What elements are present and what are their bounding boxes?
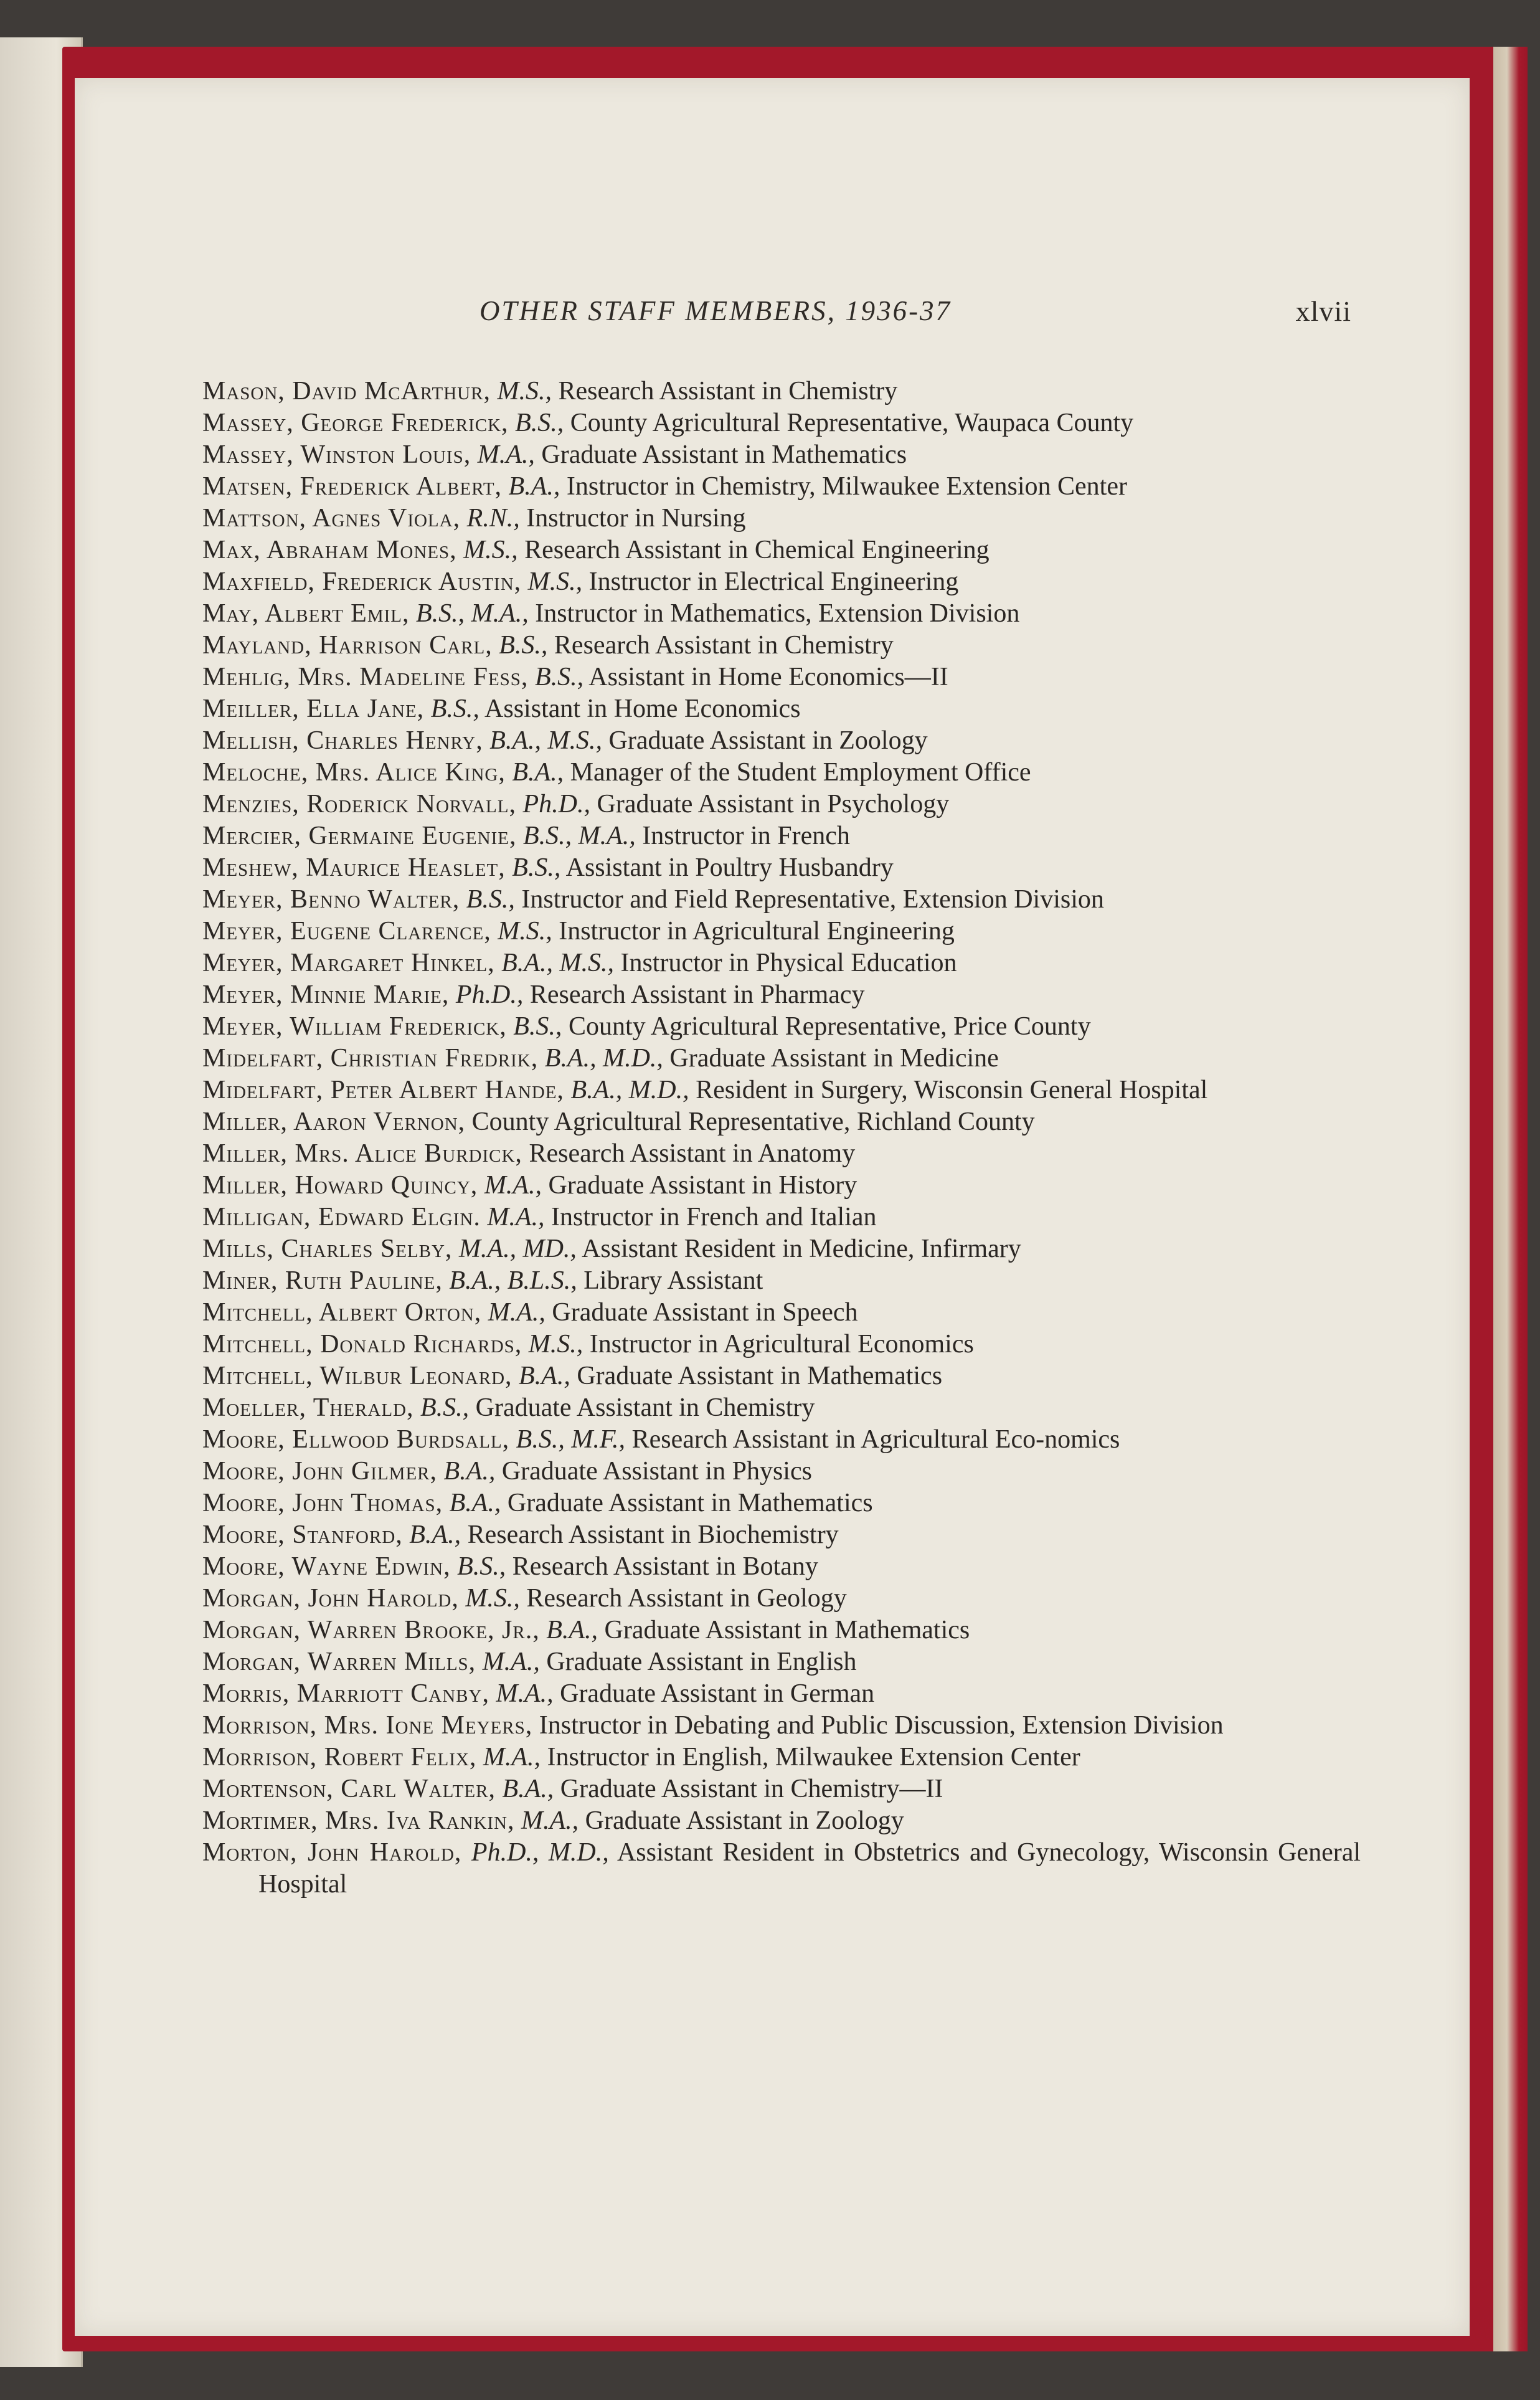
- staff-entry: [202, 1615, 1361, 1646]
- staff-degrees: B.A., M.S.,: [489, 726, 602, 755]
- staff-degrees: B.S.,: [512, 853, 561, 882]
- staff-position: Graduate Assistant in Mathematics: [604, 1616, 970, 1644]
- staff-position: County Agricultural Representative, Waupaca County: [570, 409, 1134, 437]
- staff-degrees: B.S.,: [420, 1393, 470, 1422]
- staff-entry: [202, 1329, 1361, 1360]
- staff-entry: [202, 1043, 1361, 1074]
- staff-degrees: M.A.,: [496, 1679, 554, 1708]
- staff-entry: [202, 598, 1361, 630]
- staff-position: County Agricultural Representative, Richland County: [471, 1108, 1035, 1136]
- staff-degrees: B.A., M.D.,: [570, 1076, 689, 1104]
- staff-entry: [202, 407, 1361, 439]
- staff-name: Moore, Wayne Edwin,: [202, 1552, 451, 1581]
- staff-degrees: B.A., M.D.,: [544, 1044, 663, 1073]
- staff-position: Research Assistant in Pharmacy: [529, 980, 865, 1009]
- staff-degrees: M.A.,: [483, 1743, 541, 1772]
- staff-entry: [202, 1456, 1361, 1487]
- staff-name: Miller, Mrs. Alice Burdick,: [202, 1139, 522, 1168]
- staff-name: Meiller, Ella Jane,: [202, 695, 425, 723]
- staff-position: Instructor in Agricultural Economics: [589, 1330, 974, 1359]
- staff-entry: [202, 1583, 1361, 1615]
- staff-position: Assistant in Home Economics: [484, 695, 801, 723]
- staff-position: Instructor in Nursing: [526, 504, 746, 533]
- staff-degrees: M.S.,: [528, 1330, 583, 1359]
- staff-name: Meyer, Benno Walter,: [202, 885, 460, 914]
- staff-degrees: B.A.,: [519, 1362, 570, 1390]
- staff-entry: [202, 789, 1361, 820]
- staff-degrees: M.S.,: [465, 1584, 520, 1613]
- staff-name: Max, Abraham Mones,: [202, 536, 457, 564]
- staff-degrees: M.S.,: [497, 377, 552, 406]
- staff-degrees: B.A.,: [502, 1775, 554, 1803]
- running-title: OTHER STAFF MEMBERS, 1936-37: [479, 295, 952, 326]
- staff-name: Meyer, Margaret Hinkel,: [202, 949, 495, 977]
- staff-position: Resident in Surgery, Wisconsin General Hospital: [696, 1076, 1208, 1104]
- staff-entry: [202, 1424, 1361, 1456]
- staff-name: Massey, George Frederick,: [202, 409, 509, 437]
- staff-name: Miller, Aaron Vernon,: [202, 1108, 466, 1136]
- staff-position: Instructor in Mathematics, Extension Division: [535, 599, 1020, 628]
- staff-position: Instructor in French and Italian: [550, 1203, 877, 1231]
- staff-name: Moore, Stanford,: [202, 1520, 403, 1549]
- staff-position: Graduate Assistant in Speech: [552, 1298, 858, 1327]
- staff-entry: [202, 1487, 1361, 1519]
- staff-position: Research Assistant in Biochemistry: [467, 1520, 839, 1549]
- staff-position: Instructor in Debating and Public Discussion, Extension Division: [539, 1711, 1224, 1740]
- staff-name: Matsen, Frederick Albert,: [202, 472, 503, 501]
- staff-position: Graduate Assistant in Mathematics: [577, 1362, 943, 1390]
- staff-position: Research Assistant in Agricultural Eco-nomics: [631, 1425, 1120, 1454]
- staff-degrees: B.A.,: [512, 758, 564, 787]
- staff-name: Miller, Howard Quincy,: [202, 1171, 478, 1200]
- staff-degrees: B.S.,: [466, 885, 515, 914]
- staff-position: Instructor in Physical Education: [620, 949, 957, 977]
- staff-degrees: B.A.,: [508, 472, 560, 501]
- staff-degrees: M.A.,: [488, 1298, 546, 1327]
- staff-name: Mercier, Germaine Eugenie,: [202, 822, 517, 850]
- staff-entry: [202, 471, 1361, 503]
- staff-degrees: B.S., M.F.,: [516, 1425, 626, 1454]
- page-number: xlvii: [1295, 295, 1351, 327]
- staff-name: Mortenson, Carl Walter,: [202, 1775, 496, 1803]
- staff-entry: [202, 757, 1361, 789]
- staff-entry: [202, 503, 1361, 534]
- staff-entry: [202, 1646, 1361, 1678]
- staff-name: Morris, Marriott Canby,: [202, 1679, 489, 1708]
- staff-degrees: B.S.,: [513, 1012, 562, 1041]
- staff-name: Mattson, Agnes Viola,: [202, 504, 461, 533]
- staff-degrees: Ph.D., M.D.,: [471, 1838, 609, 1867]
- staff-entry: [202, 1233, 1361, 1265]
- staff-position: Assistant in Poultry Husbandry: [565, 853, 894, 882]
- staff-position: Graduate Assistant in Zoology: [608, 726, 928, 755]
- staff-position: Graduate Assistant in Zoology: [585, 1806, 904, 1835]
- staff-name: Meyer, Eugene Clarence,: [202, 917, 491, 946]
- staff-position: Assistant in Home Economics—II: [588, 663, 948, 691]
- staff-degrees: B.A.,: [443, 1457, 496, 1486]
- staff-position: Research Assistant in Chemical Engineering: [524, 536, 990, 564]
- staff-entry: [202, 884, 1361, 916]
- staff-degrees: M.S.,: [527, 567, 583, 596]
- staff-position: Graduate Assistant in Chemistry—II: [560, 1775, 943, 1803]
- staff-name: Meshew, Maurice Heaslet,: [202, 853, 506, 882]
- staff-degrees: M.S.,: [463, 536, 518, 564]
- page-block-edge: [1493, 47, 1528, 2351]
- staff-position: Graduate Assistant in Chemistry: [475, 1393, 815, 1422]
- staff-entry: [202, 1805, 1361, 1837]
- staff-name: Moore, Ellwood Burdsall,: [202, 1425, 510, 1454]
- staff-degrees: M.A.,: [477, 440, 535, 469]
- staff-entry: [202, 1773, 1361, 1805]
- staff-position: Graduate Assistant in Physics: [501, 1457, 812, 1486]
- staff-position: Assistant Resident in Obstetrics and Gynecology, Wisconsin General Hospital: [258, 1838, 1361, 1899]
- staff-name: Mehlig, Mrs. Madeline Fess,: [202, 663, 529, 691]
- staff-degrees: M.A., MD.,: [458, 1235, 577, 1263]
- staff-degrees: Ph.D.,: [455, 980, 524, 1009]
- staff-degrees: M.A.,: [521, 1806, 579, 1835]
- staff-position: Graduate Assistant in Mathematics: [507, 1489, 873, 1517]
- staff-position: Instructor in English, Milwaukee Extension Center: [547, 1743, 1080, 1772]
- staff-name: Morgan, John Harold,: [202, 1584, 459, 1613]
- staff-entry: [202, 820, 1361, 852]
- staff-degrees: B.A.,: [449, 1489, 501, 1517]
- staff-entry: [202, 1551, 1361, 1583]
- staff-name: Morgan, Warren Brooke, Jr.,: [202, 1616, 540, 1644]
- staff-entry: [202, 1265, 1361, 1297]
- staff-degrees: B.S.,: [534, 663, 584, 691]
- staff-degrees: M.A.,: [487, 1203, 545, 1231]
- staff-name: Morton, John Harold,: [202, 1838, 462, 1867]
- staff-degrees: B.A.,: [409, 1520, 461, 1549]
- staff-position: Graduate Assistant in Medicine: [669, 1044, 999, 1073]
- staff-position: Research Assistant in Chemistry: [554, 631, 894, 660]
- staff-name: Menzies, Roderick Norvall,: [202, 790, 516, 818]
- staff-name: Morgan, Warren Mills,: [202, 1648, 476, 1676]
- staff-position: Research Assistant in Chemistry: [558, 377, 898, 406]
- staff-entry: [202, 630, 1361, 662]
- staff-entry: [202, 376, 1361, 407]
- staff-position: Instructor in Agricultural Engineering: [559, 917, 955, 946]
- staff-entry: [202, 979, 1361, 1011]
- staff-entry: [202, 1106, 1361, 1138]
- staff-name: Miner, Ruth Pauline,: [202, 1266, 443, 1295]
- staff-position: Instructor and Field Representative, Extension Division: [521, 885, 1104, 914]
- staff-entry: [202, 1519, 1361, 1551]
- staff-degrees: B.A., B.L.S.,: [449, 1266, 577, 1295]
- staff-degrees: B.S.,: [457, 1552, 506, 1581]
- staff-degrees: Ph.D.,: [522, 790, 590, 818]
- staff-position: Assistant Resident in Medicine, Infirmary: [582, 1235, 1021, 1263]
- staff-degrees: B.A., M.S.,: [501, 949, 614, 977]
- staff-name: Midelfart, Christian Fredrik,: [202, 1044, 539, 1073]
- staff-entry: [202, 725, 1361, 757]
- staff-degrees: B.S., M.A.,: [522, 822, 636, 850]
- staff-degrees: B.A.,: [546, 1616, 598, 1644]
- staff-position: Graduate Assistant in Psychology: [597, 790, 950, 818]
- staff-degrees: R.N.,: [466, 504, 520, 533]
- staff-entry: [202, 1202, 1361, 1233]
- staff-name: Meloche, Mrs. Alice King,: [202, 758, 506, 787]
- staff-name: Meyer, Minnie Marie,: [202, 980, 450, 1009]
- staff-name: Massey, Winston Louis,: [202, 440, 471, 469]
- staff-position: Research Assistant in Botany: [512, 1552, 818, 1581]
- staff-name: Mills, Charles Selby,: [202, 1235, 453, 1263]
- staff-degrees: M.A.,: [484, 1171, 542, 1200]
- staff-degrees: M.A.,: [482, 1648, 540, 1676]
- staff-entry: [202, 693, 1361, 725]
- staff-name: Midelfart, Peter Albert Hande,: [202, 1076, 564, 1104]
- staff-entry: [202, 1011, 1361, 1043]
- staff-position: Instructor in Chemistry, Milwaukee Extension Center: [566, 472, 1127, 501]
- staff-entry: [202, 534, 1361, 566]
- staff-name: Mayland, Harrison Carl,: [202, 631, 493, 660]
- staff-entry: [202, 1138, 1361, 1170]
- staff-degrees: B.S.,: [515, 409, 564, 437]
- staff-name: Moeller, Therald,: [202, 1393, 414, 1422]
- staff-name: Meyer, William Frederick,: [202, 1012, 507, 1041]
- staff-name: Maxfield, Frederick Austin,: [202, 567, 522, 596]
- staff-entry: [202, 1710, 1361, 1742]
- staff-entry: [202, 1837, 1361, 1900]
- staff-position: County Agricultural Representative, Price County: [568, 1012, 1091, 1041]
- staff-entry: [202, 1742, 1361, 1773]
- staff-degrees: B.S., M.A.,: [415, 599, 529, 628]
- running-head: [75, 295, 1470, 363]
- staff-entry: [202, 852, 1361, 884]
- staff-entry: [202, 1678, 1361, 1710]
- staff-name: Mortimer, Mrs. Iva Rankin,: [202, 1806, 515, 1835]
- staff-position: Research Assistant in Anatomy: [529, 1139, 856, 1168]
- staff-list: [202, 376, 1361, 1900]
- staff-name: Milligan, Edward Elgin.: [202, 1203, 481, 1231]
- staff-position: Graduate Assistant in German: [560, 1679, 875, 1708]
- staff-entry: [202, 1360, 1361, 1392]
- staff-entry: [202, 1074, 1361, 1106]
- staff-entry: [202, 1392, 1361, 1424]
- staff-name: Moore, John Thomas,: [202, 1489, 443, 1517]
- staff-position: Instructor in French: [642, 822, 850, 850]
- staff-degrees: B.S.,: [499, 631, 548, 660]
- staff-name: Morrison, Robert Felix,: [202, 1743, 477, 1772]
- staff-name: Moore, John Gilmer,: [202, 1457, 438, 1486]
- staff-position: Graduate Assistant in Mathematics: [541, 440, 907, 469]
- staff-position: Instructor in Electrical Engineering: [588, 567, 959, 596]
- staff-degrees: M.S.,: [498, 917, 552, 946]
- staff-position: Research Assistant in Geology: [526, 1584, 847, 1613]
- staff-position: Graduate Assistant in English: [546, 1648, 857, 1676]
- staff-entry: [202, 916, 1361, 947]
- staff-name: Mitchell, Albert Orton,: [202, 1298, 482, 1327]
- book-page: [75, 78, 1470, 2336]
- staff-entry: [202, 1170, 1361, 1202]
- staff-name: Mason, David McArthur,: [202, 377, 491, 406]
- staff-degrees: B.S.,: [430, 695, 479, 723]
- staff-entry: [202, 1297, 1361, 1329]
- staff-entry: [202, 439, 1361, 471]
- staff-name: Mitchell, Donald Richards,: [202, 1330, 522, 1359]
- staff-entry: [202, 566, 1361, 598]
- staff-name: Mellish, Charles Henry,: [202, 726, 483, 755]
- staff-position: Graduate Assistant in History: [548, 1171, 857, 1200]
- staff-name: Morrison, Mrs. Ione Meyers,: [202, 1711, 533, 1740]
- staff-name: May, Albert Emil,: [202, 599, 410, 628]
- staff-entry: [202, 947, 1361, 979]
- staff-name: Mitchell, Wilbur Leonard,: [202, 1362, 513, 1390]
- staff-entry: [202, 662, 1361, 693]
- staff-position: Library Assistant: [583, 1266, 763, 1295]
- staff-position: Manager of the Student Employment Office: [570, 758, 1031, 787]
